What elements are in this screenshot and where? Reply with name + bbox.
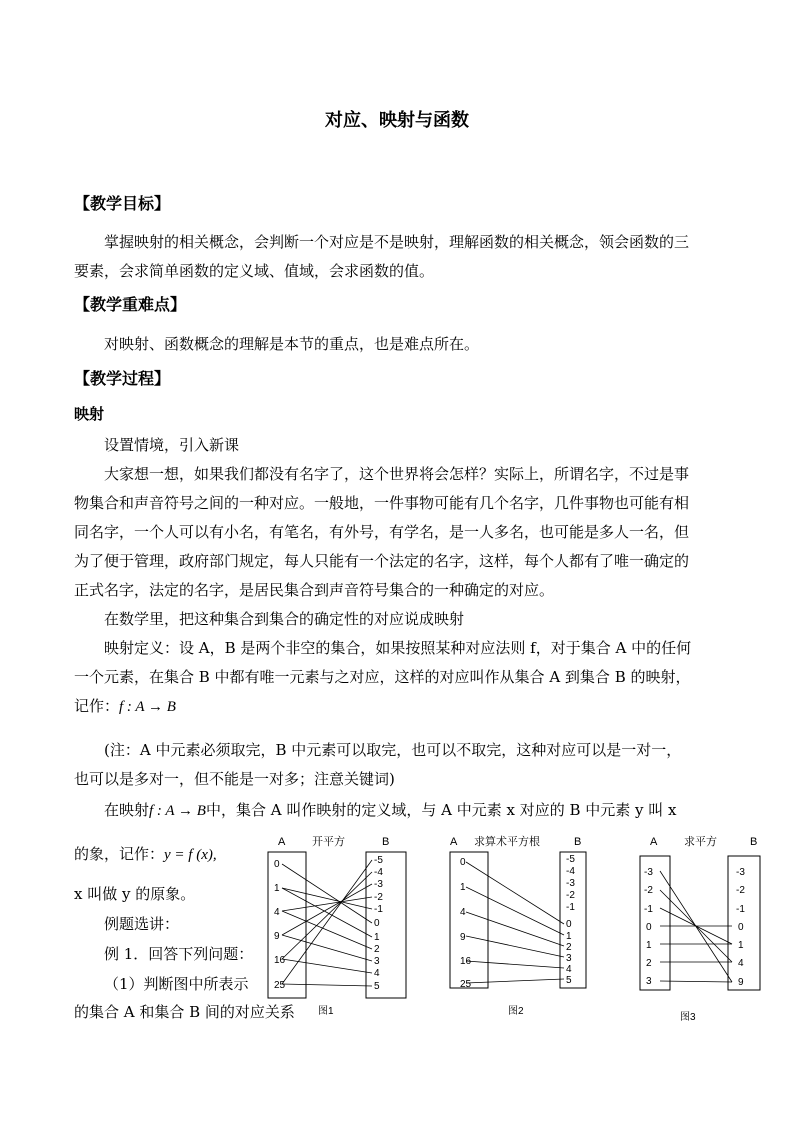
set-a-value: 4 — [274, 907, 280, 918]
set-b-value: 0 — [738, 922, 744, 933]
mapping-notation-line — [74, 692, 176, 722]
set-b-box — [366, 852, 406, 998]
set-a-values — [644, 867, 653, 987]
set-b-value: 5 — [566, 975, 572, 986]
set-b-value: 1 — [566, 931, 572, 942]
example-1-question-line-1: （1）判断图中所表示 — [104, 975, 249, 993]
set-b-value: 0 — [374, 918, 380, 929]
mapping-arrows — [466, 862, 564, 983]
body-line: 为了便于管理，政府部门规定，每人只能有一个法定的名字，这样，每个人都有了唯一确定的 — [74, 552, 690, 570]
figure-3-mapping-diagram — [634, 832, 774, 1027]
image-line — [74, 840, 217, 870]
set-b-value: -2 — [374, 892, 383, 903]
mapping-arrows — [282, 860, 372, 986]
key-points-text: 对映射、函数概念的理解是本节的重点，也是难点所在。 — [104, 335, 480, 353]
body-line: 同名字，一个人可以有小名，有笔名，有外号，有学名，是一人多名，也可能是多人一名，但 — [74, 523, 690, 541]
set-b-value: -1 — [736, 904, 745, 915]
set-a-value: 0 — [460, 857, 466, 868]
set-b-value: -3 — [374, 879, 383, 890]
goal-text-line-1: 掌握映射的相关概念，会判断一个对应是不是映射，理解函数的相关概念，领会函数的三 — [104, 233, 690, 251]
set-b-value: 3 — [374, 956, 380, 967]
set-b-value: 4 — [566, 964, 572, 975]
section-teaching-process: 【教学过程】 — [74, 369, 171, 388]
set-a-label: A — [278, 836, 286, 848]
domain-text-b: 中，集合 A 叫作映射的定义域，与 A 中元素 x 对应的 B 中元素 y 叫 x — [205, 801, 677, 819]
set-b-value: -1 — [374, 904, 383, 915]
figure-caption: 图2 — [508, 1006, 524, 1017]
set-b-value: 5 — [374, 981, 380, 992]
set-a-value: 9 — [460, 932, 466, 943]
set-b-values — [374, 855, 383, 992]
body-line: 设置情境，引入新课 — [104, 436, 240, 454]
set-b-value: -3 — [566, 878, 575, 889]
set-b-value: 9 — [738, 977, 744, 988]
set-a-value: 4 — [460, 907, 466, 918]
set-a-values — [274, 859, 286, 991]
set-b-value: 2 — [374, 944, 380, 955]
body-line: 在数学里，把这种集合到集合的确定性的对应说成映射 — [104, 610, 465, 628]
body-line: 正式名字，法定的名字，是居民集合到声音符号集合的一种确定的对应。 — [74, 581, 555, 599]
set-b-value: -4 — [374, 867, 383, 878]
set-b-value: 1 — [738, 940, 744, 951]
set-b-value: 1 — [374, 932, 380, 943]
set-b-value: -5 — [374, 855, 383, 866]
set-b-value: 0 — [566, 919, 572, 930]
preimage-line: x 叫做 y 的原象。 — [74, 885, 196, 903]
figure-caption: 图1 — [318, 1006, 334, 1017]
set-a-value: 1 — [646, 940, 652, 951]
mapping-definition-line-2: 一个元素，在集合 B 中都有唯一元素与之对应，这样的对应叫作从集合 A 到集合 B 的映射， — [74, 668, 691, 686]
set-b-value: -4 — [566, 866, 575, 877]
set-b-value: -2 — [566, 890, 575, 901]
body-line: 物集合和声音符号之间的一种对应。一般地，一件事物可能有几个名字，几件事物也可能有相 — [74, 494, 690, 512]
set-b-values — [566, 854, 575, 986]
image-text: 的象，记作： — [74, 845, 165, 863]
mapping-notation: f : A → B — [149, 803, 206, 819]
function-notation: y = f (x), — [164, 847, 217, 863]
set-b-value: -1 — [566, 902, 575, 913]
set-b-label: B — [382, 836, 390, 848]
set-a-value: -1 — [644, 904, 653, 915]
set-a-label: A — [450, 836, 458, 848]
domain-text-a: 在映射 — [104, 801, 150, 819]
set-b-values — [736, 867, 745, 988]
set-a-value: -2 — [644, 885, 653, 896]
set-a-value: 9 — [274, 931, 280, 942]
set-b-label: B — [574, 836, 582, 848]
figure-2-mapping-diagram — [442, 832, 592, 1022]
set-b-label: B — [750, 836, 758, 848]
mapping-rule-label: 开平方 — [312, 836, 345, 848]
body-line: 大家想一想，如果我们都没有名字了，这个世界将会怎样？实际上，所谓名字，不过是事 — [104, 465, 690, 483]
notation-label: 记作： — [74, 697, 120, 715]
goal-text-line-2: 要素，会求简单函数的定义域、值域，会求函数的值。 — [74, 262, 435, 280]
set-a-values — [460, 857, 472, 990]
set-b-value: -3 — [736, 867, 745, 878]
figure-1-mapping-diagram — [260, 832, 410, 1022]
mapping-arrows — [660, 871, 732, 982]
set-b-value: 3 — [566, 953, 572, 964]
set-b-value: 2 — [566, 942, 572, 953]
set-b-value: 4 — [374, 968, 380, 979]
set-a-value: 25 — [274, 980, 286, 991]
section-teaching-goal: 【教学目标】 — [74, 194, 171, 213]
set-a-value: 0 — [646, 922, 652, 933]
set-a-value: -3 — [644, 867, 653, 878]
set-b-value: -2 — [736, 885, 745, 896]
examples-heading: 例题选讲： — [104, 915, 180, 933]
note-line-1: (注：A 中元素必须取完，B 中元素可以取完，也可以不取完，这种对应可以是一对一， — [104, 741, 682, 759]
set-a-value: 3 — [646, 976, 652, 987]
mapping-rule-label: 求平方 — [684, 836, 717, 848]
example-1-heading: 例 1．回答下列问题： — [104, 945, 254, 963]
mapping-rule-label: 求算术平方根 — [474, 836, 540, 848]
set-a-value: 2 — [646, 958, 652, 969]
set-a-value: 16 — [460, 956, 472, 967]
set-a-value: 0 — [274, 859, 280, 870]
domain-line — [104, 796, 677, 826]
set-b-value: -5 — [566, 854, 575, 865]
mapping-notation: f : A → B — [119, 699, 176, 715]
example-1-question-line-2: 的集合 A 和集合 B 间的对应关系 — [74, 1003, 295, 1021]
page-title: 对应、映射与函数 — [325, 110, 469, 131]
section-key-points: 【教学重难点】 — [74, 295, 187, 314]
set-a-value: 25 — [460, 979, 472, 990]
mapping-definition-line-1: 映射定义：设 A，B 是两个非空的集合，如果按照某种对应法则 f，对于集合 A 中的任何 — [104, 639, 692, 657]
set-a-value: 1 — [460, 882, 466, 893]
subsection-mapping: 映射 — [74, 405, 105, 423]
note-line-2: 也可以是多对一，但不能是一对多；注意关键词) — [74, 770, 395, 788]
figure-caption: 图3 — [680, 1012, 696, 1023]
set-b-value: 4 — [738, 958, 744, 969]
set-a-label: A — [650, 836, 658, 848]
set-a-value: 16 — [274, 955, 286, 966]
set-a-value: 1 — [274, 883, 280, 894]
